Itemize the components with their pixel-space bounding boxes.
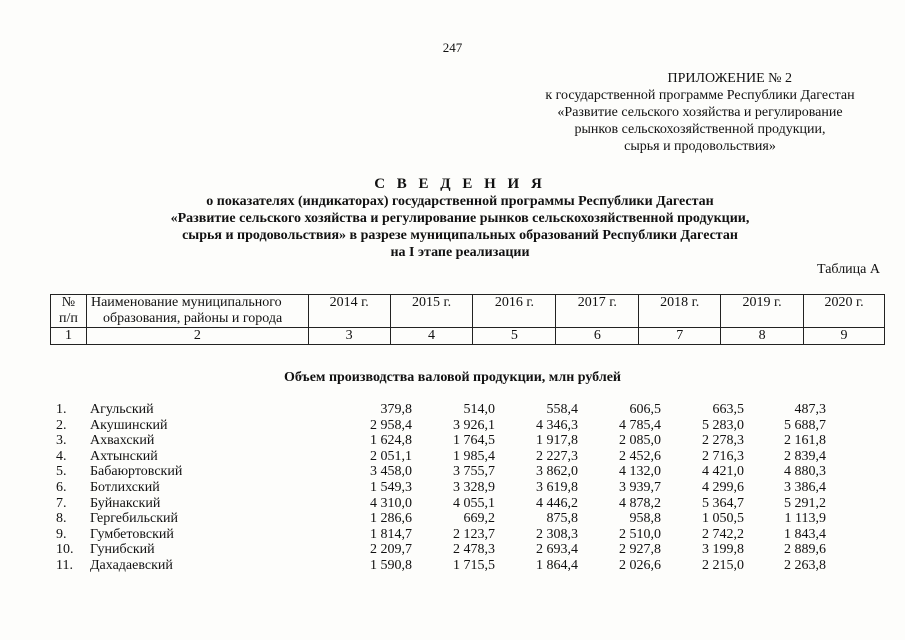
row-number: 7. (56, 495, 67, 511)
row-number: 8. (56, 511, 67, 527)
appendix-line: рынков сельскохозяйственной продукции, (574, 122, 826, 137)
row-value: 1 590,8 (370, 557, 412, 573)
row-value: 1 113,9 (784, 511, 826, 527)
row-value: 4 346,3 (536, 417, 578, 433)
row-value: 2 026,6 (619, 557, 661, 573)
row-value: 558,4 (546, 402, 578, 417)
row-value: 1 549,3 (370, 479, 412, 495)
row-value: 487,3 (794, 402, 826, 417)
row-number: 5. (56, 464, 67, 480)
row-value: 2 227,3 (536, 448, 578, 464)
row-value: 1 764,5 (453, 433, 495, 449)
row-value: 2 051,1 (370, 448, 412, 464)
row-number: 6. (56, 479, 67, 495)
row-value: 1 715,5 (453, 557, 495, 573)
table-row (50, 464, 885, 480)
row-value: 3 755,7 (453, 464, 495, 480)
section-title: Объем производства валовой продукции, млн рублей (284, 370, 621, 385)
document-heading (100, 176, 820, 261)
page-number: 247 (442, 40, 463, 55)
row-value: 4 310,0 (370, 495, 412, 511)
col-number: 8 (721, 328, 804, 345)
row-value: 4 446,2 (536, 495, 578, 511)
row-value: 5 364,7 (702, 495, 744, 511)
row-name: Ахтынский (90, 448, 158, 464)
row-name: Акушинский (90, 417, 168, 433)
row-value: 2 716,3 (702, 448, 744, 464)
table-row (50, 511, 885, 527)
col-number: 9 (804, 328, 885, 345)
header-year: 2015 г. (390, 295, 473, 328)
row-value: 606,5 (629, 402, 661, 417)
table-row (50, 527, 885, 543)
row-value: 3 199,8 (702, 542, 744, 558)
row-value: 2 693,4 (536, 542, 578, 558)
col-number: 7 (639, 328, 721, 345)
row-value: 2 452,6 (619, 448, 661, 464)
appendix-block (520, 70, 880, 155)
row-value: 2 263,8 (784, 557, 826, 573)
row-value: 3 619,8 (536, 479, 578, 495)
heading-title: С В Е Д Е Н И Я (374, 176, 546, 192)
row-number: 9. (56, 526, 67, 542)
row-value: 1 917,8 (536, 433, 578, 449)
table-row (50, 402, 885, 418)
header-name-line: образования, районы и города (102, 311, 283, 326)
appendix-line: сырья и продовольствия» (624, 139, 776, 154)
row-value: 379,8 (380, 402, 412, 417)
row-value: 2 839,4 (784, 448, 826, 464)
heading-line: сырья и продовольствия» в разрезе муниципальных образований Республики Дагестан (182, 228, 738, 243)
header-name (86, 295, 308, 328)
row-value: 2 510,0 (619, 526, 661, 542)
row-value: 4 055,1 (453, 495, 495, 511)
data-rows (50, 402, 885, 574)
table-header (50, 294, 885, 345)
row-value: 3 939,7 (619, 479, 661, 495)
row-value: 1 286,6 (370, 511, 412, 527)
table-row (50, 449, 885, 465)
row-value: 2 958,4 (370, 417, 412, 433)
row-value: 3 386,4 (784, 479, 826, 495)
row-value: 2 927,8 (619, 542, 661, 558)
row-value: 2 085,0 (619, 433, 661, 449)
row-value: 2 742,2 (702, 526, 744, 542)
row-name: Гергебильский (90, 511, 178, 527)
row-value: 1 624,8 (370, 433, 412, 449)
col-number: 1 (51, 328, 87, 345)
row-value: 5 688,7 (784, 417, 826, 433)
row-name: Бабаюртовский (90, 464, 183, 480)
col-number: 6 (556, 328, 639, 345)
heading-line: «Развитие сельского хозяйства и регулирование рынков сельскохозяйственной продукции, (170, 211, 750, 226)
row-value: 3 458,0 (370, 464, 412, 480)
row-value: 2 278,3 (702, 433, 744, 449)
row-value: 2 889,6 (784, 542, 826, 558)
row-number: 10. (56, 542, 74, 558)
header-year: 2016 г. (473, 295, 556, 328)
header-name-line: Наименование муниципального (90, 295, 282, 310)
row-number: 1. (56, 402, 67, 417)
header-num-line: п/п (59, 311, 78, 326)
row-name: Дахадаевский (90, 557, 173, 573)
header-year: 2020 г. (804, 295, 885, 328)
header-year: 2019 г. (721, 295, 804, 328)
row-value: 2 161,8 (784, 433, 826, 449)
row-value: 3 328,9 (453, 479, 495, 495)
row-value: 1 843,4 (784, 526, 826, 542)
heading-line: на I этапе реализации (390, 245, 530, 260)
heading-line: о показателях (индикаторах) государственной программы Республики Дагестан (206, 194, 714, 209)
header-num (51, 295, 87, 328)
row-value: 3 926,1 (453, 417, 495, 433)
row-value: 2 209,7 (370, 542, 412, 558)
col-number: 5 (473, 328, 556, 345)
row-value: 4 878,2 (619, 495, 661, 511)
appendix-line: «Развитие сельского хозяйства и регулирование (557, 105, 843, 120)
row-value: 1 050,5 (702, 511, 744, 527)
row-name: Буйнакский (90, 495, 161, 511)
header-year: 2018 г. (639, 295, 721, 328)
row-value: 669,2 (463, 511, 495, 527)
row-value: 2 123,7 (453, 526, 495, 542)
header-year: 2014 г. (308, 295, 390, 328)
row-name: Гумбетовский (90, 526, 174, 542)
row-value: 875,8 (546, 511, 578, 527)
row-name: Ботлихский (90, 479, 160, 495)
row-value: 2 308,3 (536, 526, 578, 542)
row-value: 4 132,0 (619, 464, 661, 480)
header-num-line: № (61, 295, 76, 310)
row-value: 2 215,0 (702, 557, 744, 573)
col-number: 4 (390, 328, 473, 345)
row-value: 4 421,0 (702, 464, 744, 480)
row-name: Ахвахский (90, 433, 155, 449)
table-label: Таблица А (817, 262, 880, 277)
row-number: 2. (56, 417, 67, 433)
appendix-line: к государственной программе Республики Дагестан (545, 88, 855, 103)
row-value: 1 985,4 (453, 448, 495, 464)
row-value: 958,8 (629, 511, 661, 527)
row-name: Агульский (90, 402, 154, 417)
row-value: 5 283,0 (702, 417, 744, 433)
row-number: 11. (56, 557, 73, 573)
row-value: 1 864,4 (536, 557, 578, 573)
col-number: 3 (308, 328, 390, 345)
row-value: 4 785,4 (619, 417, 661, 433)
table-row (50, 433, 885, 449)
col-number: 2 (86, 328, 308, 345)
row-value: 514,0 (463, 402, 495, 417)
table-row (50, 558, 885, 574)
row-number: 3. (56, 433, 67, 449)
row-value: 4 299,6 (702, 479, 744, 495)
table-row (50, 542, 885, 558)
table-row (50, 496, 885, 512)
header-year: 2017 г. (556, 295, 639, 328)
row-value: 1 814,7 (370, 526, 412, 542)
table-row (50, 480, 885, 496)
row-value: 4 880,3 (784, 464, 826, 480)
row-value: 3 862,0 (536, 464, 578, 480)
row-value: 2 478,3 (453, 542, 495, 558)
row-name: Гунибский (90, 542, 155, 558)
row-value: 663,5 (712, 402, 744, 417)
row-number: 4. (56, 448, 67, 464)
table-row (50, 418, 885, 434)
row-value: 5 291,2 (784, 495, 826, 511)
appendix-title: ПРИЛОЖЕНИЕ № 2 (667, 71, 792, 86)
